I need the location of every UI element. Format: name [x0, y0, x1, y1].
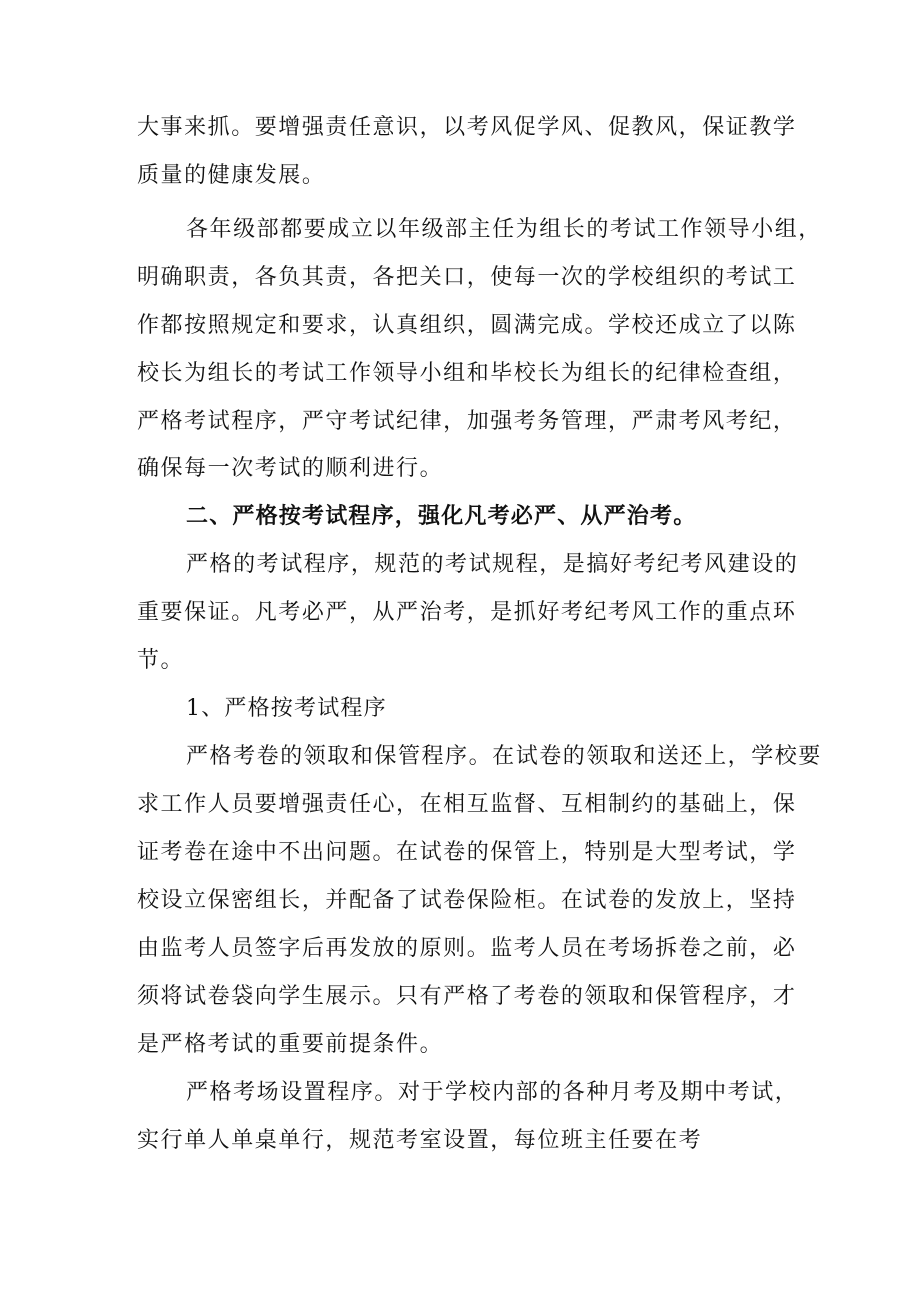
paragraph-line: 证考卷在途中不出问题。在试卷的保管上，特别是大型考试，学 — [137, 840, 797, 865]
paragraph-line: 大事来抓。要增强责任意识，以考风促学风、促教风，保证教学 — [137, 115, 797, 140]
paragraph-line: 实行单人单桌单行，规范考室设置，每位班主任要在考 — [137, 1128, 703, 1153]
paragraph-line: 重要保证。凡考必严，从严治考，是抓好考纪考风工作的重点环 — [137, 600, 797, 625]
paragraph-line: 节。 — [137, 648, 185, 673]
paragraph-line: 求工作人员要增强责任心，在相互监督、互相制约的基础上，保 — [137, 792, 797, 817]
paragraph-line: 作都按照规定和要求，认真组织，圆满完成。学校还成立了以陈 — [137, 313, 797, 338]
paragraph-line: 各年级部都要成立以年级部主任为组长的考试工作领导小组， — [186, 217, 822, 242]
subsection-heading: 1、严格按考试程序 — [186, 696, 387, 721]
paragraph-line: 严格的考试程序，规范的考试规程，是搞好考纪考风建设的 — [186, 552, 799, 577]
paragraph-line: 质量的健康发展。 — [137, 163, 326, 188]
paragraph-line: 由监考人员签字后再发放的原则。监考人员在考场拆卷之前，必 — [137, 936, 797, 961]
paragraph-line: 明确职责，各负其责，各把关口，使每一次的学校组织的考试工 — [137, 265, 797, 290]
paragraph-line: 严格考卷的领取和保管程序。在试卷的领取和送还上，学校要 — [186, 744, 822, 769]
paragraph-line: 严格考试程序，严守考试纪律，加强考务管理，严肃考风考纪， — [137, 409, 797, 434]
paragraph-line: 严格考场设置程序。对于学校内部的各种月考及期中考试， — [186, 1080, 799, 1105]
section-heading: 二、严格按考试程序，强化凡考必严、从严治考。 — [186, 504, 697, 529]
paragraph-line: 须将试卷袋向学生展示。只有严格了考卷的领取和保管程序，才 — [137, 984, 797, 1009]
paragraph-line: 校设立保密组长，并配备了试卷保险柜。在试卷的发放上，坚持 — [137, 888, 797, 913]
paragraph-line: 是严格考试的重要前提条件。 — [137, 1032, 444, 1057]
paragraph-line: 校长为组长的考试工作领导小组和毕校长为组长的纪律检查组， — [137, 361, 797, 386]
paragraph-line: 确保每一次考试的顺利进行。 — [137, 456, 444, 481]
